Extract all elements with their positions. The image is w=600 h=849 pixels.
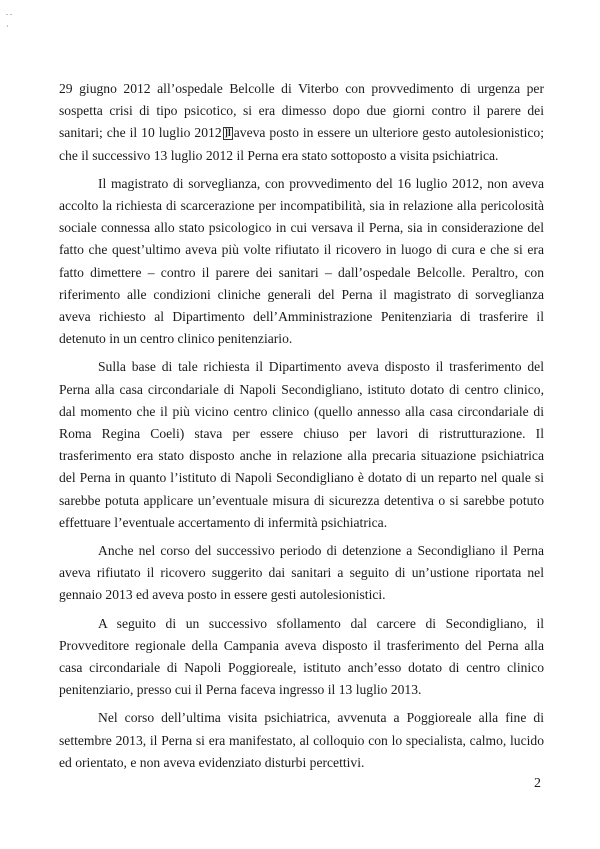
page-number: 2 bbox=[534, 776, 541, 791]
scan-marks bbox=[6, 6, 12, 34]
paragraph-1-text-b: aveva posto in essere un ulteriore gesto autolesionistico; che il successivo 13 luglio 2012 il Perna era stato sottoposto a visita psichiatrica. bbox=[59, 125, 544, 163]
scan-mark-dot: · bbox=[6, 22, 9, 31]
scan-artifact-glyph: ]l bbox=[224, 128, 231, 140]
scan-mark-dots: . . bbox=[6, 8, 12, 17]
paragraph-1-text-a: 29 giugno 2012 all’ospedale Belcolle di Viterbo con provvedimento di urgenza per sospetta crisi di tipo psicotico, si era dimesso dopo due giorni contro il parere dei sanitari; che il 10 luglio 2012 bbox=[59, 81, 544, 141]
body-text bbox=[59, 78, 544, 774]
paragraph-2: Il magistrato di sorveglianza, con provvedimento del 16 luglio 2012, non aveva accolto la richiesta di scarcerazione per incompatibilità, sia in relazione alla pericolosità sociale connessa allo stato psicologico in cui versava il Perna, sia in considerazione del fatto che quest’ultimo aveva più volte rifiutato il ricovero in luogo di cura e che si era fatto dimettere – contro il parere dei sanitari – dall’ospedale Belcolle. Peraltro, con riferimento alle condizioni cliniche generali del Perna il magistrato di sorveglianza aveva richiesto al Dipartimento dell’Amministrazione Penitenziaria di trasferire il detenuto in un centro clinico penitenziario. bbox=[59, 175, 544, 347]
paragraph-3: Sulla base di tale richiesta il Dipartimento aveva disposto il trasferimento del Perna alla casa circondariale di Napoli Secondigliano, istituto dotato di centro clinico, dal momento che il più vicino centro clinico (quello annesso alla casa circondariale di Roma Regina Coeli) stava per essere chiuso per lavori di ristrutturazione. Il trasferimento era stato disposto anche in relazione alla precaria situazione psichiatrica del Perna in quanto l’istituto di Napoli Secondigliano è dotato di un reparto nel quale si sarebbe potuta applicare un’eventuale misura di sicurezza detentiva o si sarebbe potuto effettuare l’eventuale accertamento di infermità psichiatrica. bbox=[59, 359, 544, 530]
paragraph-1 bbox=[59, 78, 544, 167]
paragraph-6: Nel corso dell’ultima visita psichiatrica, avvenuta a Poggioreale alla fine di settembre 2013, il Perna si era manifestato, al colloquio con lo specialista, calmo, lucido ed orientato, e non aveva evidenziato disturbi percettivi. bbox=[59, 710, 544, 770]
paragraph-4: Anche nel corso del successivo periodo di detenzione a Secondigliano il Perna aveva rifiutato il ricovero suggerito dai sanitari a seguito di un’ustione riportata nel gennaio 2013 ed aveva posto in essere gesti autolesionistici. bbox=[59, 543, 544, 603]
paragraph-5: A seguito di un successivo sfollamento dal carcere di Secondigliano, il Provveditore regionale della Campania aveva disposto il trasferimento del Perna alla casa circondariale di Napoli Poggioreale, istituto anch’esso dotato di centro clinico penitenziario, presso cui il Perna faceva ingresso il 13 luglio 2013. bbox=[59, 615, 544, 698]
